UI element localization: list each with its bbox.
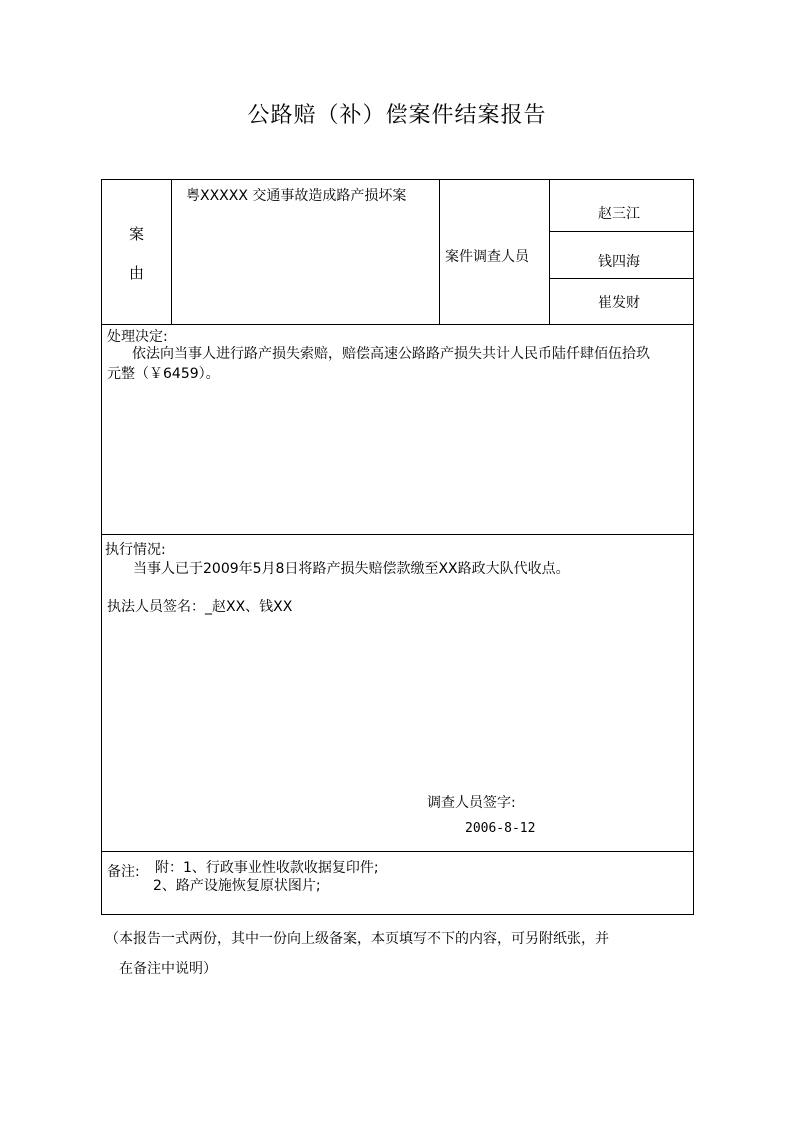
report-form <box>101 179 694 915</box>
remarks-label: 备注: <box>107 864 140 880</box>
investigator-name: 崔发财 <box>598 295 640 311</box>
divider <box>171 180 172 324</box>
page-title: 公路赔（补）偿案件结案报告 <box>247 103 547 128</box>
divider <box>439 180 440 324</box>
remarks-item-2: 2、路产设施恢复原状图片; <box>153 878 321 894</box>
decision-text-line-2: 元整（￥6459）。 <box>107 366 220 382</box>
case-label-char-1: 案 <box>129 225 145 243</box>
investigators-label: 案件调查人员 <box>445 249 529 265</box>
case-description: 粤XXXXX 交通事故造成路产损坏案 <box>186 188 407 204</box>
signature-date: 2006-8-12 <box>465 821 536 836</box>
footnote-line-1: （本报告一式两份，其中一份向上级备案，本页填写不下的内容，可另附纸张，并 <box>105 931 609 947</box>
footnote-line-2: 在备注中说明） <box>119 961 217 977</box>
investigator-signature-label: 调查人员签字: <box>427 795 516 811</box>
divider <box>549 278 694 279</box>
investigator-name: 赵三江 <box>598 206 640 222</box>
divider <box>102 851 694 852</box>
case-label-char-2: 由 <box>129 264 145 282</box>
decision-text-line-1: 依法向当事人进行路产损失索赔，赔偿高速公路路产损失共计人民币陆仟肆佰伍拾玖 <box>132 346 650 362</box>
officer-signature: 执法人员签名：_赵XX、钱XX <box>107 599 293 615</box>
remarks-item-1: 附：1、行政事业性收款收据复印件; <box>155 860 379 876</box>
decision-label: 处理决定: <box>107 329 168 345</box>
divider <box>549 180 550 324</box>
execution-label: 执行情况: <box>105 542 166 558</box>
divider <box>549 231 694 232</box>
divider <box>102 324 694 325</box>
divider <box>102 534 694 535</box>
investigator-name: 钱四海 <box>598 254 640 270</box>
execution-text: 当事人已于2009年5月8日将路产损失赔偿款缴至XX路政大队代收点。 <box>133 561 570 577</box>
